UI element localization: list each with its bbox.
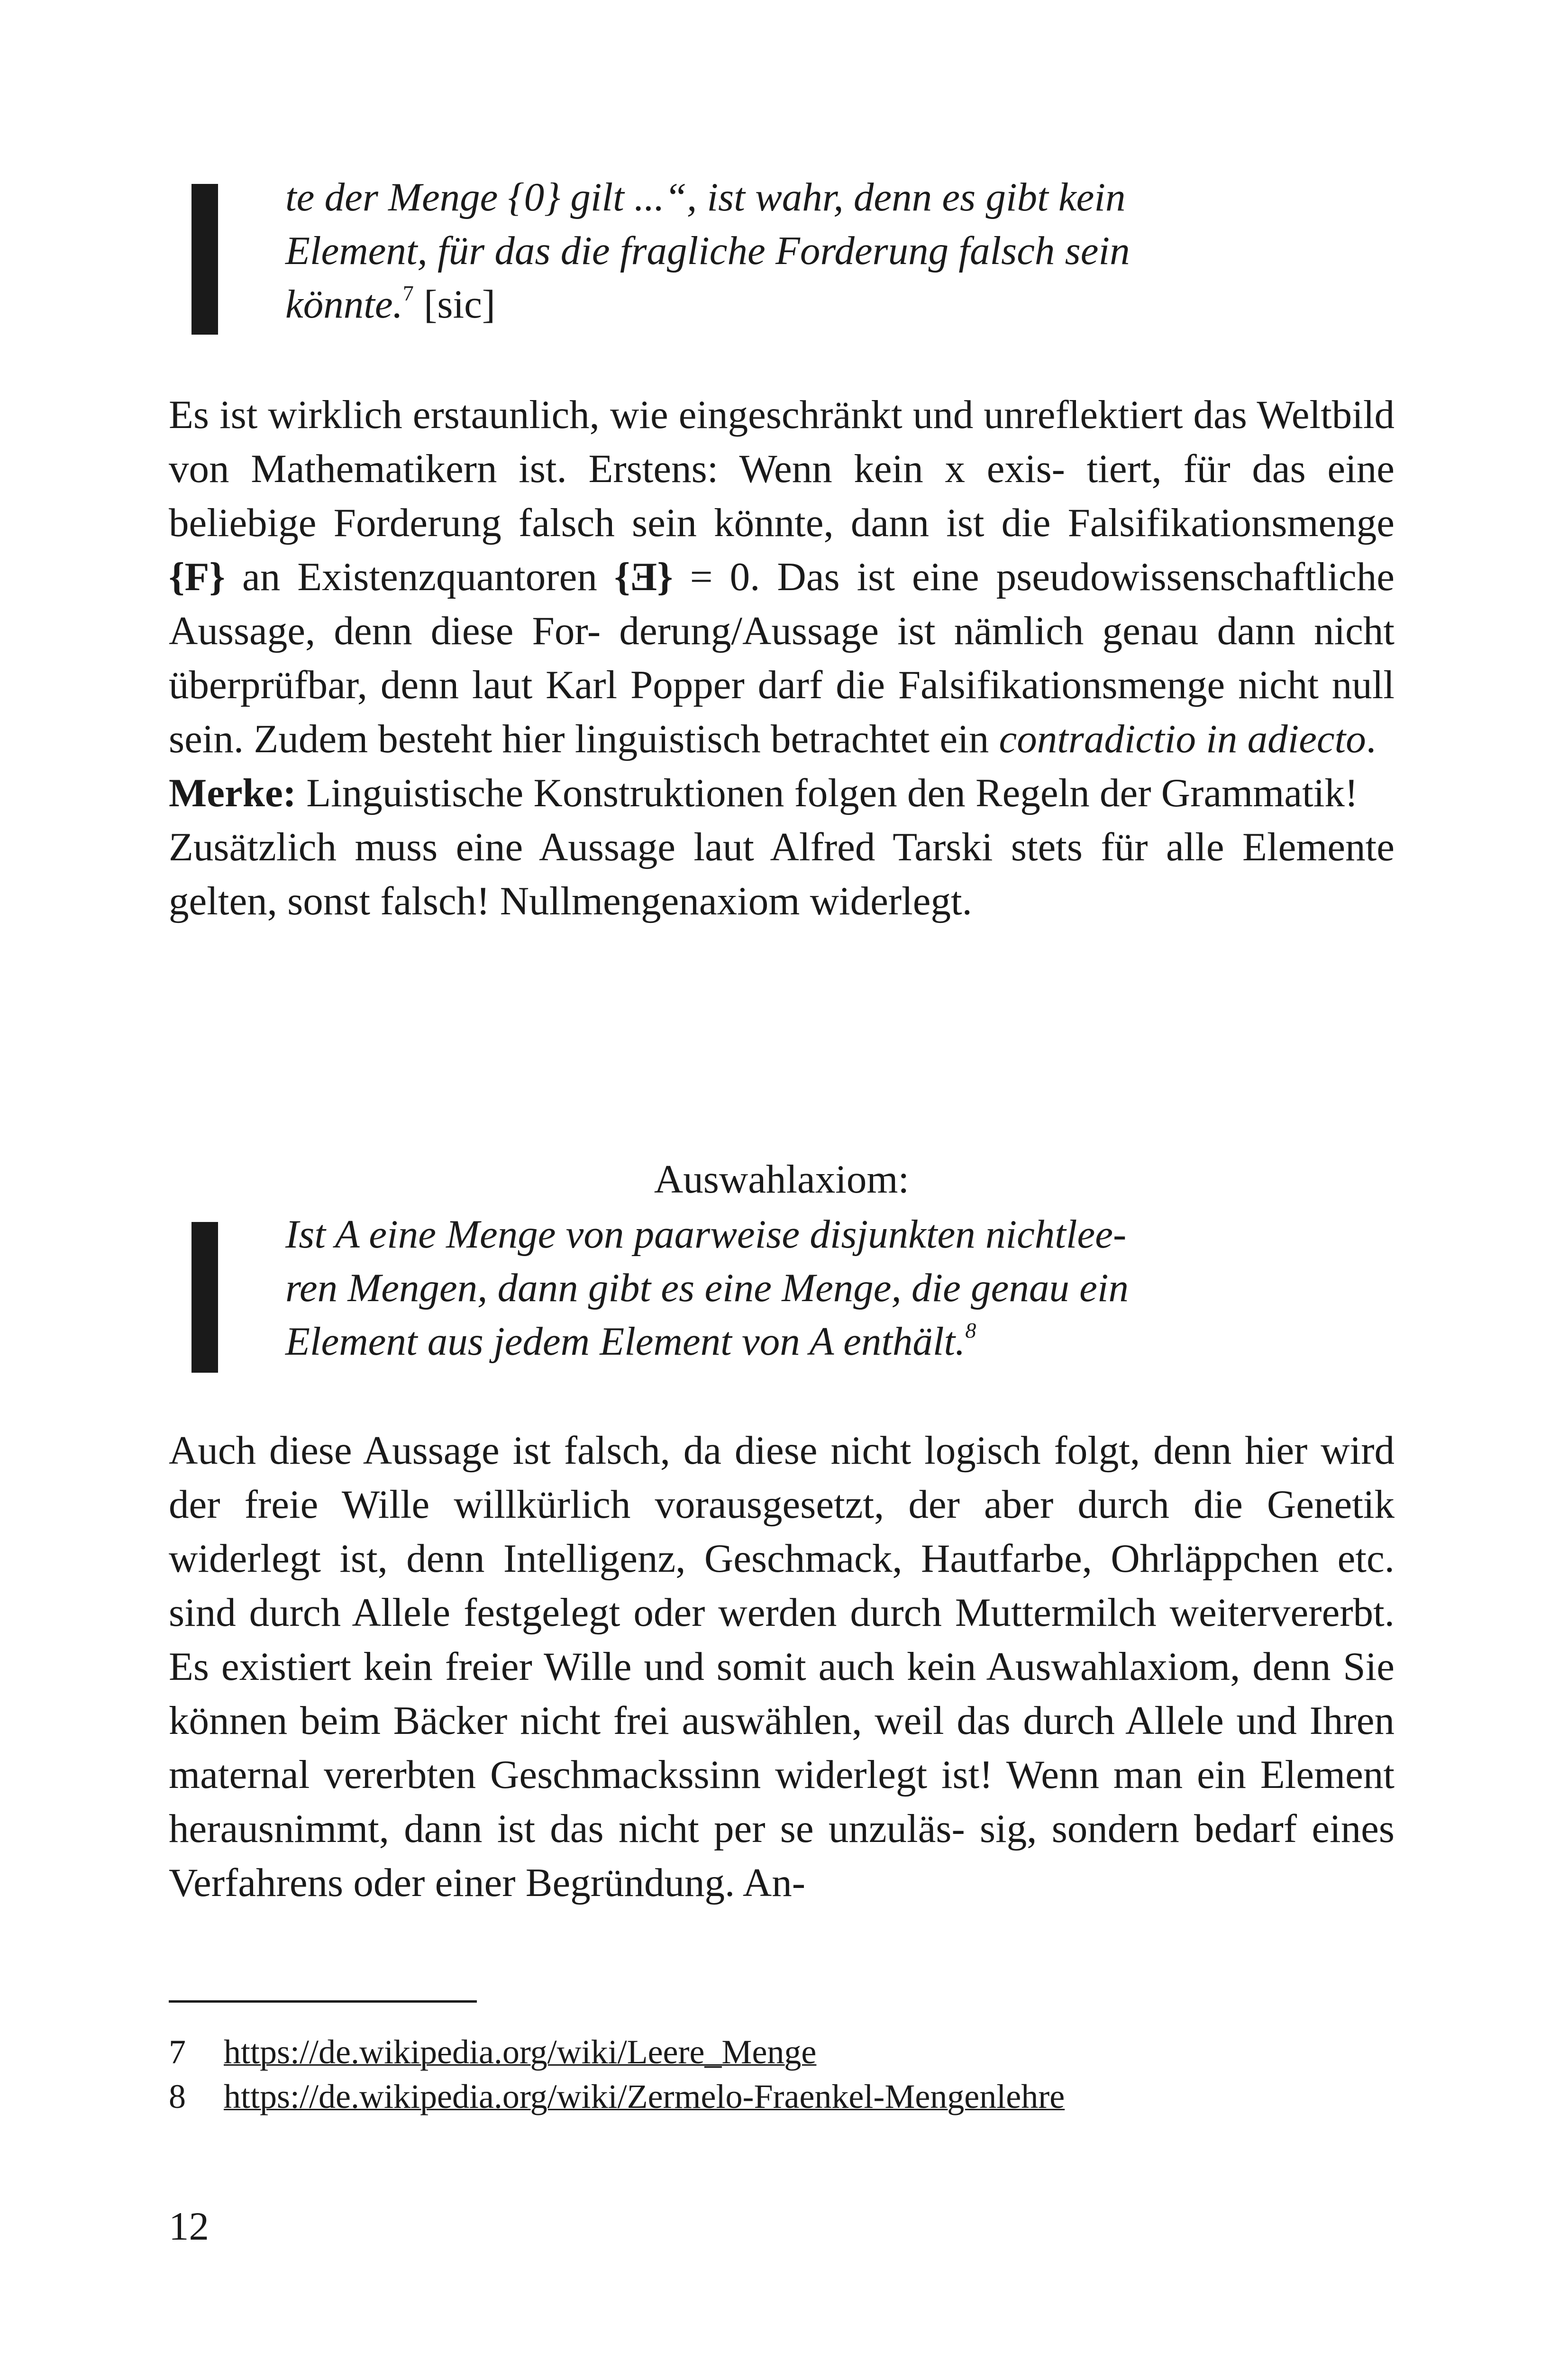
footnote-separator	[169, 2000, 477, 2003]
quote-line-text: könnte.	[285, 282, 403, 327]
quote-line: ren Mengen, dann gibt es eine Menge, die genau ein	[285, 1266, 1129, 1310]
paragraph: Zusätzlich muss eine Aussage laut Alfred Tarski stets für alle Elemente gelten, sonst falsch! Nullmengenaxiom widerlegt.	[169, 825, 1395, 923]
footnote-link[interactable]: https://de.wikipedia.org/wiki/Zermelo-Fraenkel-Mengenlehre	[224, 2078, 1065, 2115]
footnote-number: 7	[169, 2033, 186, 2071]
paragraph: Auch diese Aussage ist falsch, da diese nicht logisch folgt, denn hier wird der freie Wille willkürlich vorausgesetzt, der aber durch die Genetik widerlegt ist, denn Intelligenz, Geschmack, Hautfarbe, Ohrläppchen etc. sind durch Allele festgelegt oder werden durch Muttermilch weitervererbt. Es existiert kein freier Wille und somit auch kein Auswahlaxiom, denn Sie können beim Bäcker nicht frei auswählen, weil das durch Allele und Ihren maternal vererbten Geschmackssinn widerlegt ist! Wenn man ein Element herausnimmt, dann ist das nicht per se unzuläs- sig, sondern bedarf eines Verfahrens oder einer Begründung. An-	[169, 1428, 1395, 1905]
set-notation: {Ǝ}	[614, 555, 673, 599]
merke-note	[169, 766, 1395, 820]
quote-line: te der Menge {0} gilt ...“, ist wahr, denn es gibt kein	[285, 175, 1126, 219]
paragraph-text: an Existenzquantoren	[225, 555, 614, 599]
footnote-number: 8	[169, 2078, 186, 2115]
sic-note: [sic]	[413, 282, 496, 327]
quote-text	[285, 1208, 1398, 1368]
footnote-link[interactable]: https://de.wikipedia.org/wiki/Leere_Menge	[224, 2033, 817, 2071]
footnote	[169, 2074, 1065, 2119]
paragraph-text: Es ist wirklich erstaunlich, wie eingeschränkt und unreflektiert das Weltbild von Mathematikern ist. Erstens: Wenn kein x exis- tiert, für das eine beliebige Forderung falsch sein könnte, dann ist die Falsifikationsmenge	[169, 392, 1395, 545]
merke-text: Linguistische Konstruktionen folgen den Regeln der Grammatik!	[296, 771, 1358, 815]
quote-line-text: Element aus jedem Element von A enthält.	[285, 1319, 966, 1364]
footnote	[169, 2030, 1065, 2074]
quote-line	[285, 278, 1398, 331]
set-notation: {F}	[169, 555, 225, 599]
footnote-reference[interactable]: 7	[402, 281, 414, 305]
paragraph-text: = 0. Das ist eine pseudowissenschaftliche Aussage, denn diese For- derung/Aussage ist nämlich genau dann nicht überprüfbar, denn laut Karl Popper darf die Falsifikationsmenge nicht null sein. Zudem besteht hier linguistisch betrachtet ein	[169, 555, 1395, 761]
block-quote-2	[194, 1208, 1398, 1368]
page-number: 12	[169, 2204, 209, 2249]
footnotes	[169, 2030, 1065, 2119]
body-section-2	[169, 1423, 1395, 1910]
body-section-1	[169, 388, 1395, 928]
paragraph	[169, 388, 1395, 766]
quote-text	[285, 171, 1398, 331]
section-heading: Auswahlaxiom:	[654, 1157, 910, 1202]
latin-phrase: contradictio in adiecto	[999, 717, 1366, 761]
block-quote-1	[194, 171, 1398, 331]
footnote-reference[interactable]: 8	[965, 1318, 976, 1342]
quote-line: Element, für das die fragliche Forderung falsch sein	[285, 228, 1130, 273]
quote-line	[285, 1315, 1398, 1368]
quote-bar	[191, 1222, 218, 1373]
merke-label: Merke:	[169, 771, 296, 815]
quote-line: Ist A eine Menge von paarweise disjunkten nichtlee-	[285, 1212, 1127, 1257]
paragraph-text: .	[1366, 717, 1377, 761]
quote-bar	[191, 184, 218, 335]
